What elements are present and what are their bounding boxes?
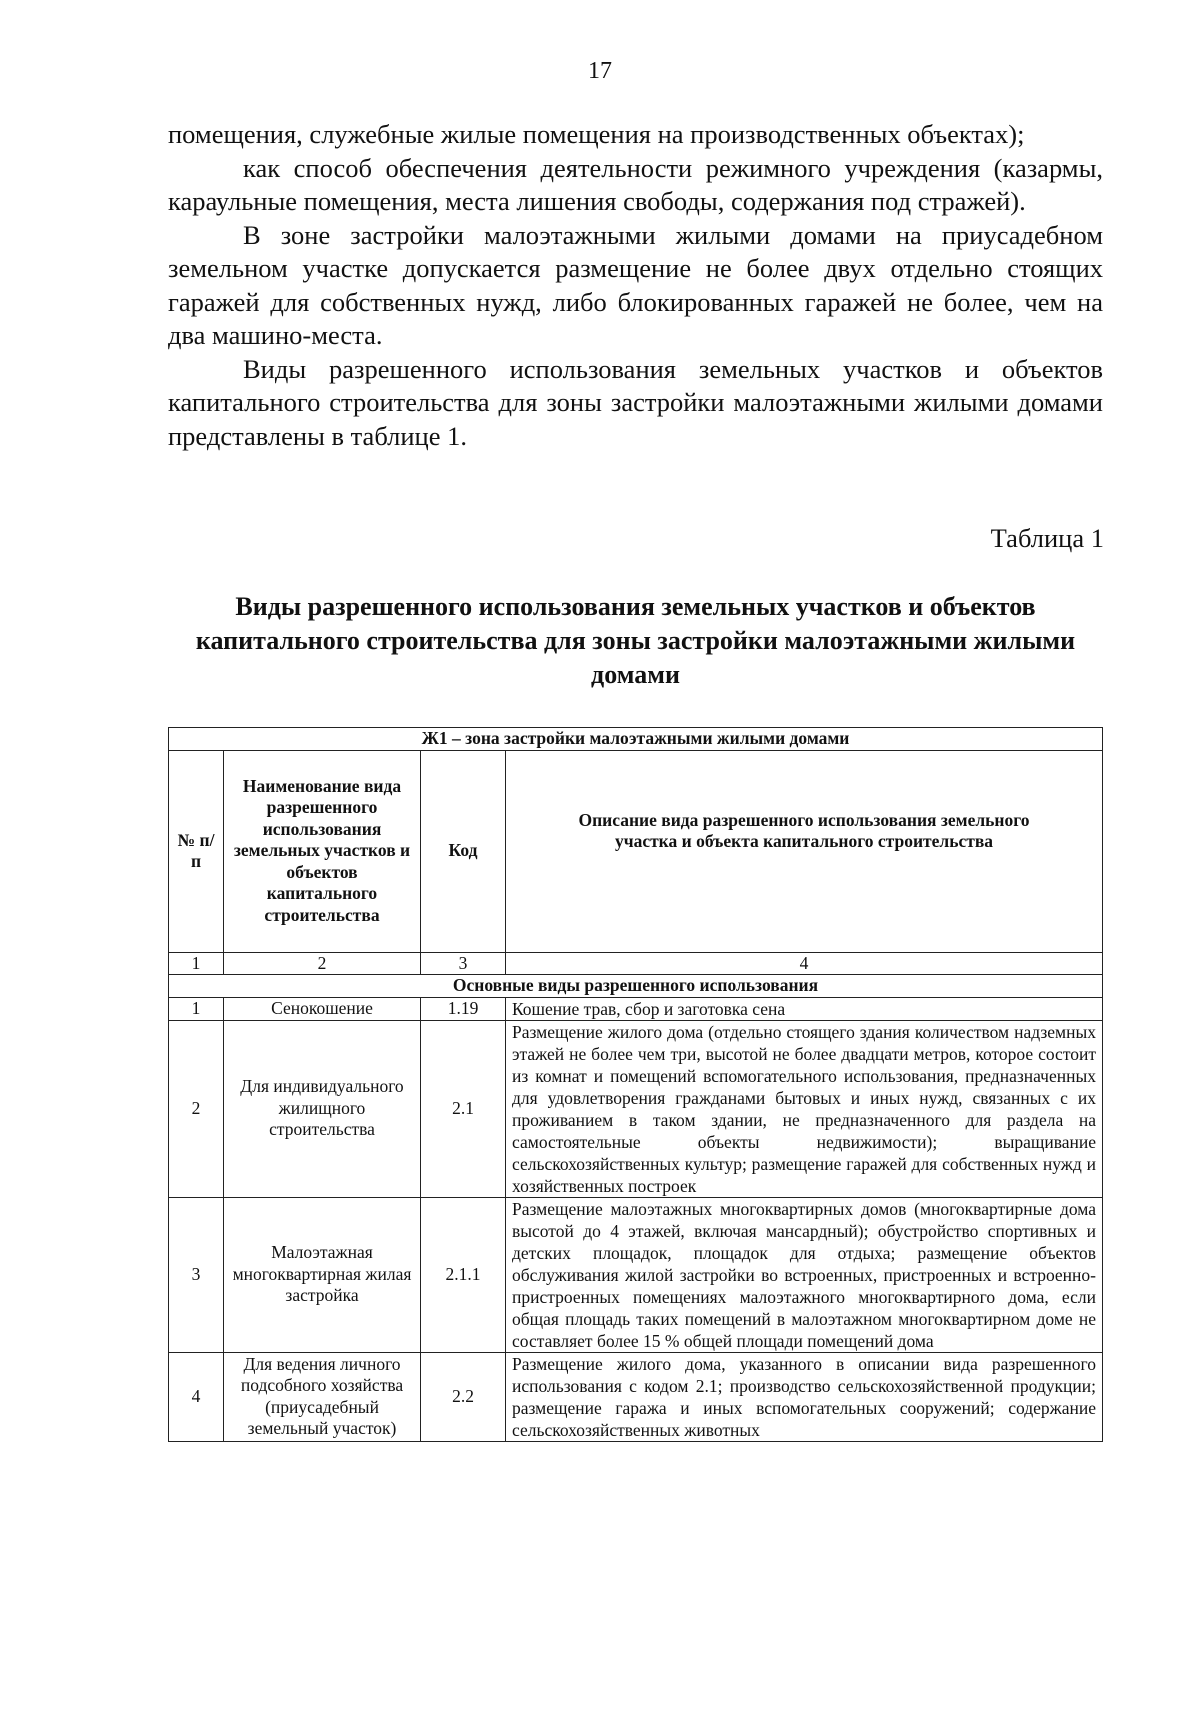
land-use-table xyxy=(168,727,1103,1442)
paragraph: Виды разрешенного использования земельных участков и объектов капитального строительства для зоны застройки малоэтажными жилыми домами представлены в таблице 1. xyxy=(168,353,1103,451)
table-title: Виды разрешенного использования земельных участков и объектов капитального строительства для зоны застройки малоэтажными жилыми домами xyxy=(195,592,1076,689)
row-name: Сенокошение xyxy=(224,997,421,1020)
column-number-row xyxy=(169,952,1103,975)
table-row xyxy=(169,1020,1103,1197)
row-name: Для индивидуального жилищного строительства xyxy=(224,1020,421,1197)
table-row xyxy=(169,997,1103,1020)
row-code: 2.2 xyxy=(421,1352,506,1441)
col-number: 2 xyxy=(224,952,421,975)
row-name: Для ведения личного подсобного хозяйства (приусадебный земельный участок) xyxy=(224,1352,421,1441)
row-name: Малоэтажная многоквартирная жилая застройка xyxy=(224,1197,421,1352)
zone-header-row xyxy=(169,728,1103,751)
section-row xyxy=(169,975,1103,998)
row-code: 2.1.1 xyxy=(421,1197,506,1352)
row-num: 4 xyxy=(169,1352,224,1441)
paragraph: помещения, служебные жилые помещения на производственных объектах); xyxy=(168,119,1025,149)
row-desc: Размещение жилого дома (отдельно стоящего здания количеством надземных этажей не более чем три, высотой не более двадцати метров, которое состоит из комнат и помещений вспомогательного использования, предназначенных для удовлетворения гражданами бытовых и иных нужд, связанных с их проживанием в таком здании, не предназначенного для раздела на самостоятельные объекты недвижимости); выращивание сельскохозяйственных культур; размещение гаражей для собственных нужд и хозяйственных построек xyxy=(506,1020,1103,1197)
table-row xyxy=(169,1352,1103,1441)
col-number: 1 xyxy=(169,952,224,975)
column-header-row xyxy=(169,750,1103,952)
table-caption: Таблица 1 xyxy=(990,523,1104,553)
section-title: Основные виды разрешенного использования xyxy=(169,975,1103,998)
row-desc: Размещение жилого дома, указанного в описании вида разрешенного использования с кодом 2.1; производство сельскохозяйственной продукции; размещение гаража и иных вспомогательных сооружений; содержание сельскохозяйственных животных xyxy=(506,1352,1103,1441)
col-number: 3 xyxy=(421,952,506,975)
header-num: № п/п xyxy=(169,750,224,952)
header-name: Наименование вида разрешенного использования земельных участков и объектов капитального строительства xyxy=(224,750,421,952)
row-num: 2 xyxy=(169,1020,224,1197)
table-row xyxy=(169,1197,1103,1352)
row-num: 1 xyxy=(169,997,224,1020)
row-desc: Размещение малоэтажных многоквартирных домов (многоквартирные дома высотой до 4 этажей, включая мансардный); обустройство спортивных и детских площадок, площадок для отдыха; размещение объектов обслуживания жилой застройки во встроенных, пристроенных и встроенно-пристроенных помещениях малоэтажного многоквартирного дома, если общая площадь таких помещений в малоэтажном многоквартирном доме не составляет более 15 % общей площади помещений дома xyxy=(506,1197,1103,1352)
row-code: 1.19 xyxy=(421,997,506,1020)
row-num: 3 xyxy=(169,1197,224,1352)
header-code: Код xyxy=(421,750,506,952)
body-text xyxy=(168,118,1103,453)
page-number: 17 xyxy=(588,58,612,84)
paragraph: В зоне застройки малоэтажными жилыми домами на приусадебном земельном участке допускается размещение не более двух отдельно стоящих гаражей для собственных нужд, либо блокированных гаражей не более, чем на два машино-места. xyxy=(168,219,1103,350)
row-code: 2.1 xyxy=(421,1020,506,1197)
zone-header: Ж1 – зона застройки малоэтажными жилыми домами xyxy=(169,728,1103,751)
header-desc: Описание вида разрешенного использования земельного участка и объекта капитального строительства xyxy=(506,750,1103,952)
col-number: 4 xyxy=(506,952,1103,975)
paragraph: как способ обеспечения деятельности режимного учреждения (казармы, караульные помещения, места лишения свободы, содержания под стражей). xyxy=(168,152,1103,216)
row-desc: Кошение трав, сбор и заготовка сена xyxy=(506,997,1103,1020)
